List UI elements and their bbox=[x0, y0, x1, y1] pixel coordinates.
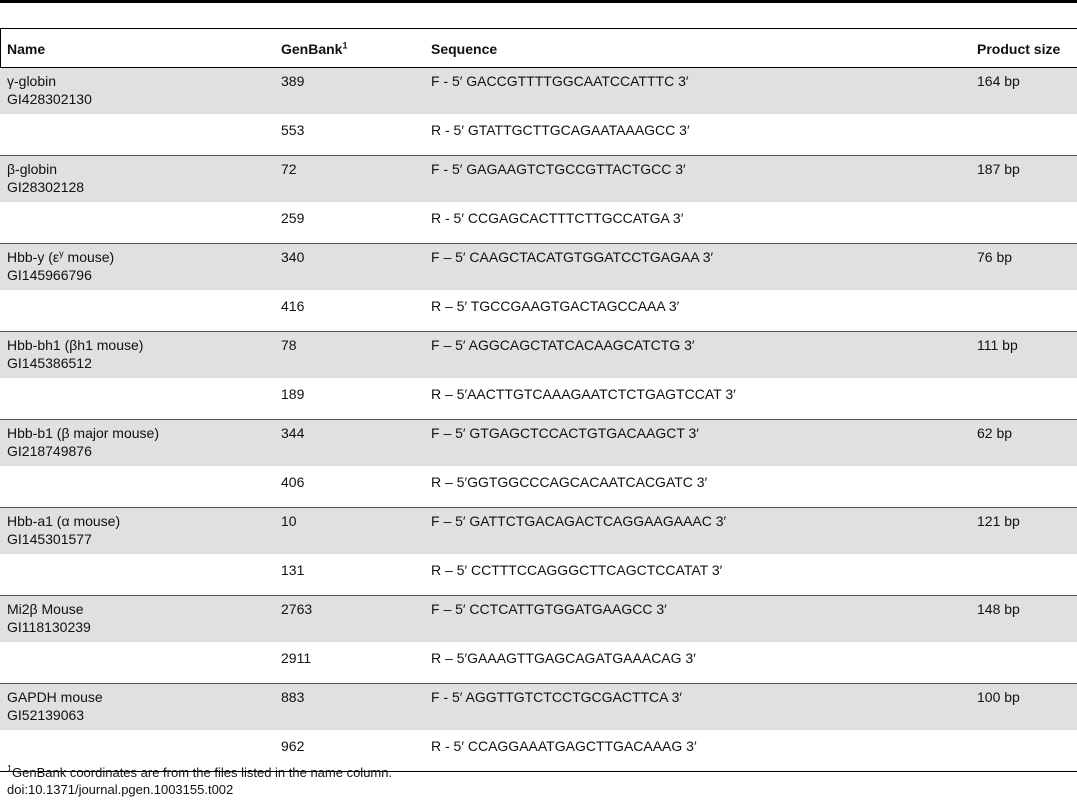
table-row bbox=[0, 68, 1077, 115]
doi-link[interactable]: doi:10.1371/journal.pgen.1003155.t002 bbox=[7, 782, 234, 797]
reverse-sequence: R – 5′GAAAGTTGAGCAGATGAAACAG 3′ bbox=[431, 642, 977, 684]
forward-sequence: F – 5′ GATTCTGACAGACTCAGGAAGAAAC 3′ bbox=[431, 508, 977, 555]
gene-name-cell: GAPDH mouse GI52139063 bbox=[0, 684, 281, 731]
table-footnote: $^1$GenBank coordinates are from the files listed in the name column. bbox=[7, 763, 393, 780]
product-size: 187 bp bbox=[977, 156, 1077, 203]
product-size: 148 bp bbox=[977, 596, 1077, 643]
reverse-position: 189 bbox=[281, 378, 431, 420]
reverse-position: 553 bbox=[281, 114, 431, 156]
forward-sequence: F – 5′ GTGAGCTCCACTGTGACAAGCT 3′ bbox=[431, 420, 977, 467]
reverse-sequence: R – 5′ CCTTTCCAGGGCTTCAGCTCCATAT 3′ bbox=[431, 554, 977, 596]
forward-sequence: F – 5′ CAAGCTACATGTGGATCCTGAGAA 3′ bbox=[431, 244, 977, 291]
reverse-position: 406 bbox=[281, 466, 431, 508]
reverse-position: 2911 bbox=[281, 642, 431, 684]
product-size: 121 bp bbox=[977, 508, 1077, 555]
product-size: 111 bp bbox=[977, 332, 1077, 379]
table-row bbox=[0, 202, 1077, 244]
reverse-sequence: R – 5′GGTGGCCCAGCACAATCACGATC 3′ bbox=[431, 466, 977, 508]
table-row bbox=[0, 332, 1077, 379]
forward-position: 72 bbox=[281, 156, 431, 203]
primer-table bbox=[0, 29, 1077, 772]
table-row bbox=[0, 596, 1077, 643]
title-spacer bbox=[0, 3, 1077, 28]
product-size: 100 bp bbox=[977, 684, 1077, 731]
table-row bbox=[0, 466, 1077, 508]
header-genbank: GenBank$^1$ bbox=[281, 39, 348, 57]
forward-position: 78 bbox=[281, 332, 431, 379]
table-row bbox=[0, 642, 1077, 684]
forward-sequence: F - 5′ GAGAAGTCTGCCGTTACTGCC 3′ bbox=[431, 156, 977, 203]
table-row bbox=[0, 554, 1077, 596]
forward-sequence: F – 5′ CCTCATTGTGGATGAAGCC 3′ bbox=[431, 596, 977, 643]
table-row bbox=[0, 508, 1077, 555]
table-row bbox=[0, 290, 1077, 332]
table-row bbox=[0, 114, 1077, 156]
gene-name-cell: Hbb-bh1 (βh1 mouse) GI145386512 bbox=[0, 332, 281, 379]
reverse-position: 962 bbox=[281, 730, 431, 772]
header-row bbox=[0, 29, 1077, 68]
header-product-size: Product size bbox=[977, 40, 1061, 57]
reverse-position: 416 bbox=[281, 290, 431, 332]
table-row bbox=[0, 378, 1077, 420]
table-row bbox=[0, 684, 1077, 731]
product-size: 62 bp bbox=[977, 420, 1077, 467]
forward-sequence: F - 5′ GACCGTTTTGGCAATCCATTTC 3′ bbox=[431, 68, 977, 115]
header-sequence: Sequence bbox=[431, 40, 498, 57]
forward-sequence: F - 5′ AGGTTGTCTCCTGCGACTTCA 3′ bbox=[431, 684, 977, 731]
gene-name-cell: Hbb-y ($\varepsilon^y$ mouse) GI145966796 bbox=[0, 244, 281, 291]
table-row bbox=[0, 156, 1077, 203]
reverse-position: 131 bbox=[281, 554, 431, 596]
reverse-sequence: R - 5′ CCGAGCACTTTCTTGCCATGA 3′ bbox=[431, 202, 977, 244]
forward-position: 2763 bbox=[281, 596, 431, 643]
forward-position: 389 bbox=[281, 68, 431, 115]
gene-name-cell: Hbb-a1 (α mouse) GI145301577 bbox=[0, 508, 281, 555]
reverse-position: 259 bbox=[281, 202, 431, 244]
product-size: 76 bp bbox=[977, 244, 1077, 291]
forward-position: 344 bbox=[281, 420, 431, 467]
gene-name-cell: γ-globin GI428302130 bbox=[0, 68, 281, 115]
forward-position: 10 bbox=[281, 508, 431, 555]
gene-name-cell: β-globin GI28302128 bbox=[0, 156, 281, 203]
table-row bbox=[0, 244, 1077, 291]
reverse-sequence: R - 5′ GTATTGCTTGCAGAATAAAGCC 3′ bbox=[431, 114, 977, 156]
table-row bbox=[0, 420, 1077, 467]
reverse-sequence: R – 5′AACTTGTCAAAGAATCTCTGAGTCCAT 3′ bbox=[431, 378, 977, 420]
forward-sequence: F – 5′ AGGCAGCTATCACAAGCATCTG 3′ bbox=[431, 332, 977, 379]
forward-position: 883 bbox=[281, 684, 431, 731]
product-size: 164 bp bbox=[977, 68, 1077, 115]
header-name: Name bbox=[7, 40, 46, 57]
reverse-sequence: R – 5′ TGCCGAAGTGACTAGCCAAA 3′ bbox=[431, 290, 977, 332]
forward-position: 340 bbox=[281, 244, 431, 291]
gene-name-cell: Hbb-b1 (β major mouse) GI218749876 bbox=[0, 420, 281, 467]
gene-name-cell: Mi2β Mouse GI118130239 bbox=[0, 596, 281, 643]
reverse-sequence: R - 5′ CCAGGAAATGAGCTTGACAAAG 3′ bbox=[431, 730, 977, 772]
